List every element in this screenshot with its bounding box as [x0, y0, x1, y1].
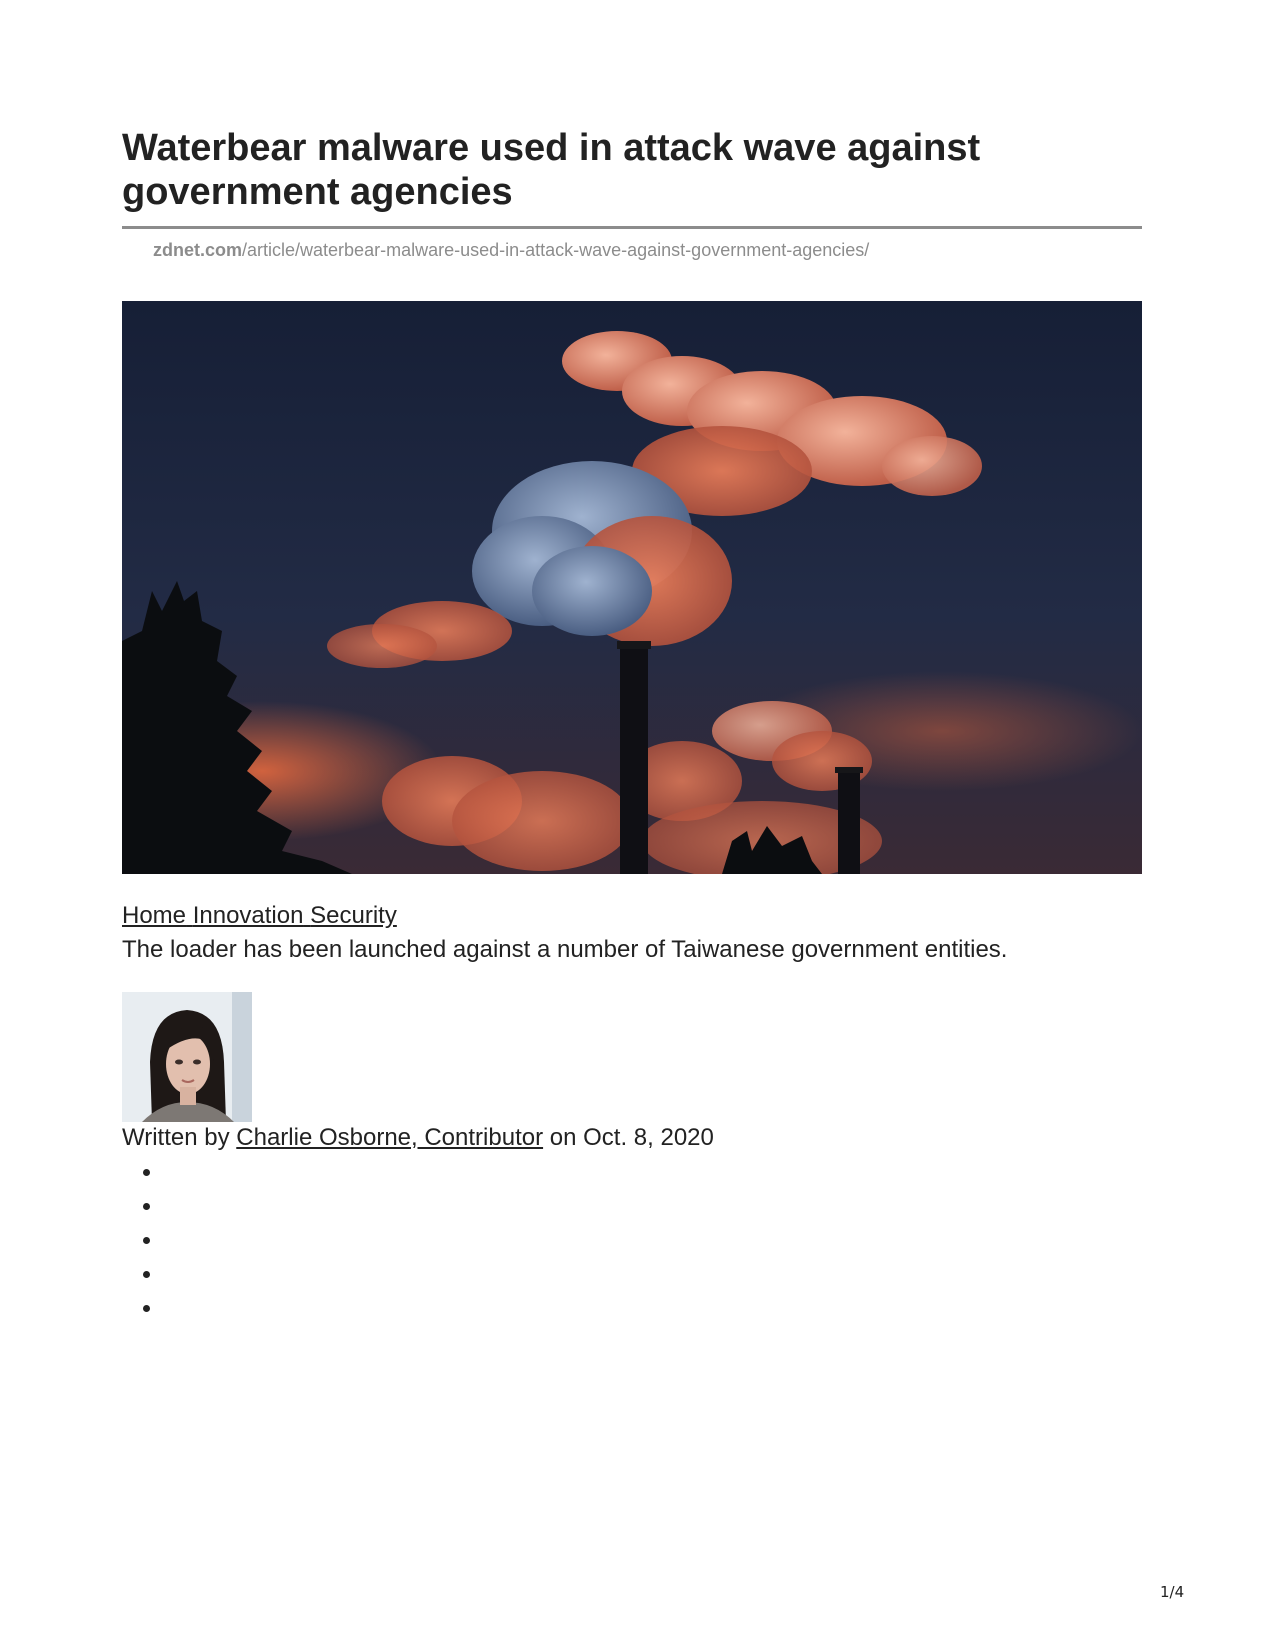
- byline: [122, 1124, 714, 1152]
- url-path: /article/waterbear-malware-used-in-attack-wave-against-government-agencies/: [242, 240, 870, 260]
- url-domain: zdnet.com: [153, 240, 243, 260]
- hero-image: [122, 301, 1142, 874]
- author-avatar: [122, 992, 252, 1122]
- source-url: [153, 239, 869, 261]
- breadcrumb: [122, 902, 397, 930]
- breadcrumb-security-link[interactable]: Security: [310, 902, 397, 929]
- article-subtitle: The loader has been launched against a number of Taiwanese government entities.: [122, 936, 1008, 963]
- breadcrumb-innovation-link[interactable]: Innovation: [192, 902, 304, 929]
- page-number: 1/4: [1160, 1583, 1185, 1601]
- title-divider: [122, 226, 1142, 229]
- publish-date: on Oct. 8, 2020: [549, 1124, 714, 1151]
- article-title: Waterbear malware used in attack wave against government agencies: [122, 127, 981, 213]
- share-list: [122, 1156, 164, 1326]
- breadcrumb-home-link[interactable]: Home: [122, 902, 187, 929]
- byline-prefix: Written by: [122, 1124, 230, 1151]
- author-link[interactable]: Charlie Osborne, Contributor: [236, 1124, 544, 1151]
